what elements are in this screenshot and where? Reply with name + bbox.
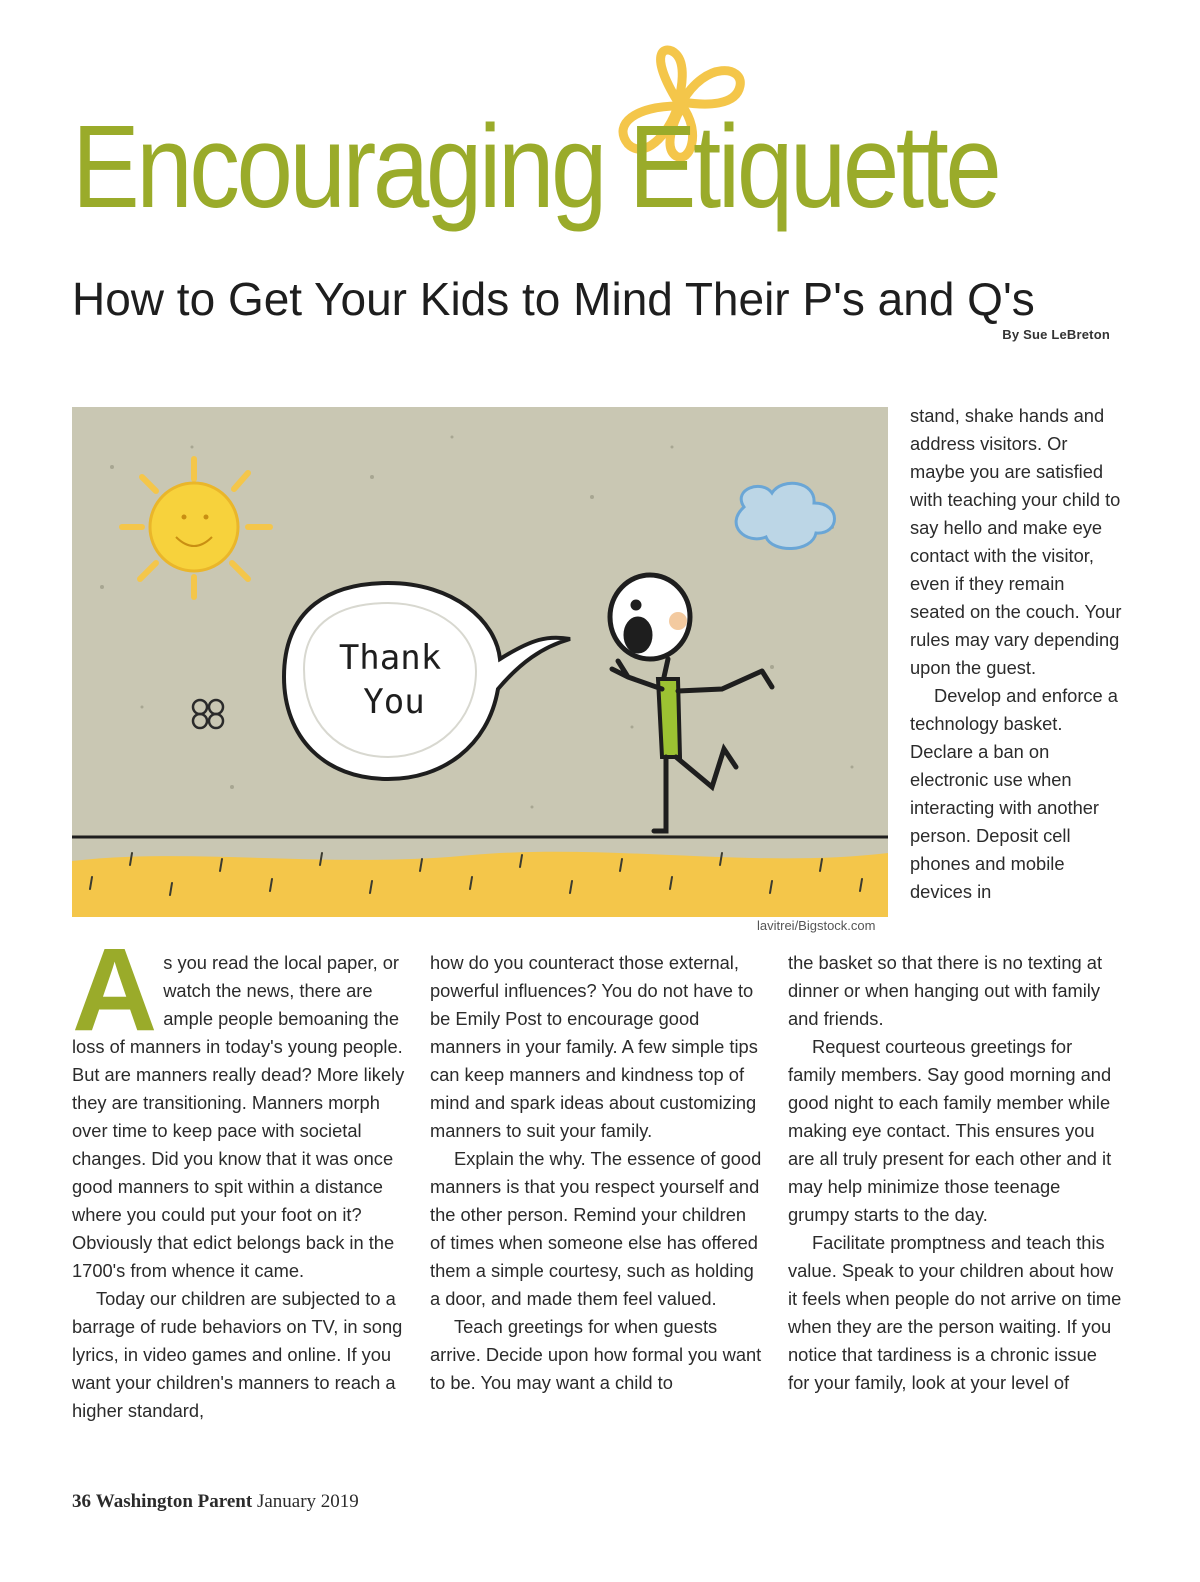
article-subtitle: How to Get Your Kids to Mind Their P's and Q's [72, 273, 1035, 325]
paragraph: how do you counteract those external, powerful influences? You do not have to be Emily Post to encourage good manners in your family. A few simple tips can keep manners and kindness top of mind and spark ideas about customizing manners to suit your family. [430, 952, 758, 1141]
byline: By Sue LeBreton [1002, 327, 1110, 342]
column-1 [72, 924, 407, 1425]
paragraph: Request courteous greetings for family members. Say good morning and good night to each family member while making eye contact. This ensures you are all truly present for each other and it may help minimize those teenage grumpy starts to the day. [788, 1036, 1112, 1225]
paragraph [72, 924, 407, 1285]
column-2 [430, 949, 765, 1397]
paragraph: stand, shake hands and address visitors. Or maybe you are satisfied with teaching your child to say hello and make eye contact with the visitor, even if they remain seated on the couch. Your rules may vary depending upon the guest. [910, 405, 1122, 678]
publication-name: Washington Parent [95, 1491, 253, 1512]
drop-cap: A [72, 924, 158, 1056]
page-number: 36 [72, 1491, 91, 1512]
speech-text-line2: You [363, 682, 425, 722]
paragraph: Develop and enforce a technology basket. Declare a ban on electronic use when interacting with another person. Deposit cell phones and mobile devices in [910, 685, 1118, 902]
article-title: Encouraging Etiquette [72, 101, 999, 233]
column-3 [788, 949, 1123, 1397]
page-footer [72, 1491, 359, 1513]
sand-strip [72, 852, 888, 917]
paragraph: Today our children are subjected to a barrage of rude behaviors on TV, in song lyrics, in video games and online. If you want your children's manners to reach a higher standard, [72, 1288, 403, 1421]
speech-text-line1: Thank [338, 638, 442, 678]
issue-date: January 2019 [256, 1491, 359, 1512]
paragraph: Explain the why. The essence of good manners is that you respect yourself and the other person. Remind your children of times when someone else has offered them a simple courtesy, such as holding a door, and made them feel valued. [430, 1148, 762, 1309]
narrow-column [910, 402, 1122, 906]
article-illustration [72, 407, 888, 917]
paragraph: the basket so that there is no texting at dinner or when hanging out with family and friends. [788, 952, 1103, 1029]
paragraph: Facilitate promptness and teach this value. Speak to your children about how it feels when people do not arrive on time when they are the person waiting. If you notice that tardiness is a chronic issue for your family, look at your level of [788, 1232, 1122, 1393]
photo-credit: lavitrei/Bigstock.com [757, 918, 876, 933]
paragraph-text: s you read the local paper, or watch the news, there are ample people bemoaning the loss of manners in today's young people. But are manners really dead? More likely they are transitioning. Manners morph over time to keep pace with societal changes. Did you know that it was once good manners to spit within a distance where you could put your foot on it? Obviously that edict belongs back in the 1700's from whence it came. [72, 952, 405, 1281]
paragraph: Teach greetings for when guests arrive. Decide upon how formal you want to be. You may want a child to [430, 1316, 762, 1393]
